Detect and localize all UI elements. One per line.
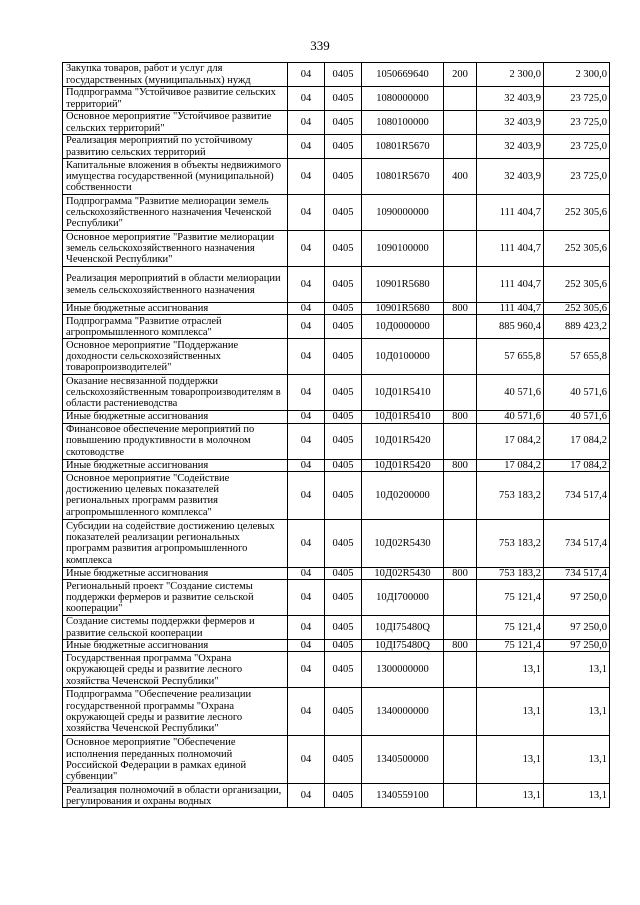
row-name: Иные бюджетные ассигнования [63, 303, 288, 315]
row-amount-2: 23 725,0 [544, 135, 610, 159]
row-name: Основное мероприятие "Устойчивое развитие сельских территорий" [63, 111, 288, 135]
row-expense-type [444, 688, 477, 736]
row-subsection: 0405 [325, 423, 362, 459]
row-section: 04 [288, 459, 325, 471]
table-row [63, 459, 610, 471]
row-section: 04 [288, 411, 325, 423]
row-name: Создание системы поддержки фермеров и развитие сельской кооперации [63, 616, 288, 640]
row-name: Основное мероприятие "Поддержание доходности сельскохозяйственных товаропроизводителей" [63, 339, 288, 375]
table-row [63, 411, 610, 423]
row-amount-2: 40 571,6 [544, 375, 610, 411]
row-amount-1: 111 404,7 [477, 303, 544, 315]
row-subsection: 0405 [325, 135, 362, 159]
row-subsection: 0405 [325, 303, 362, 315]
row-subsection: 0405 [325, 652, 362, 688]
row-subsection: 0405 [325, 231, 362, 267]
row-amount-2: 252 305,6 [544, 195, 610, 231]
row-name: Иные бюджетные ассигнования [63, 567, 288, 579]
row-expense-type: 800 [444, 303, 477, 315]
row-name: Иные бюджетные ассигнования [63, 411, 288, 423]
row-name: Закупка товаров, работ и услуг для государственных (муниципальных) нужд [63, 63, 288, 87]
table-row [63, 87, 610, 111]
row-section: 04 [288, 784, 325, 808]
row-section: 04 [288, 135, 325, 159]
row-section: 04 [288, 736, 325, 784]
row-amount-1: 17 084,2 [477, 423, 544, 459]
table-row [63, 640, 610, 652]
row-expense-type [444, 195, 477, 231]
row-subsection: 0405 [325, 87, 362, 111]
table-row [63, 580, 610, 616]
row-article: 10Д01R5410 [362, 411, 444, 423]
row-amount-1: 17 084,2 [477, 459, 544, 471]
row-article: 1080100000 [362, 111, 444, 135]
row-article: 10Д02R5430 [362, 519, 444, 567]
row-section: 04 [288, 303, 325, 315]
row-subsection: 0405 [325, 63, 362, 87]
table-row [63, 471, 610, 519]
row-amount-1: 13,1 [477, 688, 544, 736]
row-expense-type [444, 580, 477, 616]
table-row [63, 616, 610, 640]
row-amount-1: 75 121,4 [477, 616, 544, 640]
row-section: 04 [288, 375, 325, 411]
row-subsection: 0405 [325, 267, 362, 303]
row-subsection: 0405 [325, 375, 362, 411]
row-amount-1: 40 571,6 [477, 411, 544, 423]
row-article: 10Д01R5410 [362, 375, 444, 411]
row-article: 1080000000 [362, 87, 444, 111]
row-amount-1: 13,1 [477, 784, 544, 808]
row-amount-1: 885 960,4 [477, 315, 544, 339]
row-subsection: 0405 [325, 784, 362, 808]
row-article: 10Д01R5420 [362, 459, 444, 471]
row-section: 04 [288, 195, 325, 231]
row-expense-type [444, 652, 477, 688]
row-name: Капитальные вложения в объекты недвижимого имущества государственной (муниципальной) собственности [63, 159, 288, 195]
row-name: Основное мероприятие "Развитие мелиорации земель сельскохозяйственного назначения Чеченской Республики" [63, 231, 288, 267]
row-expense-type [444, 231, 477, 267]
row-subsection: 0405 [325, 195, 362, 231]
table-row [63, 688, 610, 736]
row-subsection: 0405 [325, 616, 362, 640]
row-expense-type [444, 616, 477, 640]
table-row [63, 652, 610, 688]
row-name: Иные бюджетные ассигнования [63, 459, 288, 471]
row-section: 04 [288, 267, 325, 303]
row-expense-type [444, 375, 477, 411]
row-subsection: 0405 [325, 111, 362, 135]
row-amount-1: 32 403,9 [477, 135, 544, 159]
row-section: 04 [288, 63, 325, 87]
row-subsection: 0405 [325, 339, 362, 375]
row-amount-2: 734 517,4 [544, 519, 610, 567]
row-subsection: 0405 [325, 580, 362, 616]
row-name: Региональный проект "Создание системы поддержки фермеров и развитие сельской кооперации" [63, 580, 288, 616]
row-section: 04 [288, 471, 325, 519]
row-amount-1: 111 404,7 [477, 195, 544, 231]
row-amount-1: 75 121,4 [477, 640, 544, 652]
row-amount-1: 32 403,9 [477, 111, 544, 135]
row-article: 1090000000 [362, 195, 444, 231]
row-amount-2: 252 305,6 [544, 231, 610, 267]
table-row [63, 315, 610, 339]
row-amount-1: 111 404,7 [477, 267, 544, 303]
table-row [63, 159, 610, 195]
row-expense-type [444, 519, 477, 567]
row-amount-2: 2 300,0 [544, 63, 610, 87]
row-amount-1: 57 655,8 [477, 339, 544, 375]
row-expense-type: 800 [444, 640, 477, 652]
table-row [63, 339, 610, 375]
row-amount-1: 13,1 [477, 652, 544, 688]
row-name: Подпрограмма "Устойчивое развитие сельских территорий" [63, 87, 288, 111]
row-section: 04 [288, 640, 325, 652]
row-article: 10801R5670 [362, 135, 444, 159]
table-row [63, 303, 610, 315]
row-section: 04 [288, 580, 325, 616]
row-article: 10Д02R5430 [362, 567, 444, 579]
table-row [63, 195, 610, 231]
budget-table-body [63, 63, 610, 808]
table-row [63, 567, 610, 579]
row-subsection: 0405 [325, 640, 362, 652]
row-name: Реализация полномочий в области организации, регулирования и охраны водных [63, 784, 288, 808]
row-expense-type [444, 423, 477, 459]
row-section: 04 [288, 111, 325, 135]
row-name: Финансовое обеспечение мероприятий по повышению продуктивности в молочном скотоводстве [63, 423, 288, 459]
row-expense-type [444, 784, 477, 808]
row-article: 1050669640 [362, 63, 444, 87]
table-row [63, 63, 610, 87]
row-amount-1: 753 183,2 [477, 519, 544, 567]
table-row [63, 267, 610, 303]
table-row [63, 423, 610, 459]
row-name: Основное мероприятие "Обеспечение исполнения переданных полномочий Российской Федерации в рамках единой субвенции" [63, 736, 288, 784]
row-amount-2: 13,1 [544, 652, 610, 688]
row-expense-type [444, 111, 477, 135]
row-article: 1340000000 [362, 688, 444, 736]
row-amount-2: 97 250,0 [544, 616, 610, 640]
row-article: 10ДI75480Q [362, 640, 444, 652]
row-expense-type [444, 267, 477, 303]
row-article: 10Д01R5420 [362, 423, 444, 459]
row-amount-1: 2 300,0 [477, 63, 544, 87]
budget-table [62, 62, 610, 808]
row-amount-2: 23 725,0 [544, 87, 610, 111]
row-name: Государственная программа "Охрана окружающей среды и развитие лесного хозяйства Чеченской Республики" [63, 652, 288, 688]
row-article: 10ДI75480Q [362, 616, 444, 640]
row-amount-2: 57 655,8 [544, 339, 610, 375]
row-amount-2: 734 517,4 [544, 471, 610, 519]
row-subsection: 0405 [325, 519, 362, 567]
row-article: 1300000000 [362, 652, 444, 688]
row-amount-1: 75 121,4 [477, 580, 544, 616]
table-row [63, 135, 610, 159]
row-name: Реализация мероприятий по устойчивому развитию сельских территорий [63, 135, 288, 159]
row-section: 04 [288, 87, 325, 111]
row-subsection: 0405 [325, 159, 362, 195]
row-expense-type: 800 [444, 411, 477, 423]
row-article: 10ДI700000 [362, 580, 444, 616]
row-article: 10801R5670 [362, 159, 444, 195]
row-amount-1: 32 403,9 [477, 87, 544, 111]
row-expense-type [444, 135, 477, 159]
row-amount-2: 17 084,2 [544, 423, 610, 459]
row-amount-1: 753 183,2 [477, 471, 544, 519]
row-amount-2: 97 250,0 [544, 640, 610, 652]
row-expense-type: 800 [444, 459, 477, 471]
row-name: Основное мероприятие "Содействие достижению целевых показателей региональных программ развития агропромышленного комплекса" [63, 471, 288, 519]
row-section: 04 [288, 519, 325, 567]
row-amount-1: 13,1 [477, 736, 544, 784]
row-section: 04 [288, 231, 325, 267]
row-name: Подпрограмма "Обеспечение реализации государственной программы "Охрана окружающей среды и развитие лесного хозяйства Чеченской Республики" [63, 688, 288, 736]
row-subsection: 0405 [325, 736, 362, 784]
row-amount-2: 13,1 [544, 688, 610, 736]
row-section: 04 [288, 339, 325, 375]
row-amount-2: 13,1 [544, 784, 610, 808]
row-article: 10901R5680 [362, 267, 444, 303]
row-subsection: 0405 [325, 411, 362, 423]
table-row [63, 736, 610, 784]
row-amount-2: 17 084,2 [544, 459, 610, 471]
table-row [63, 111, 610, 135]
row-section: 04 [288, 159, 325, 195]
row-expense-type [444, 339, 477, 375]
row-amount-2: 40 571,6 [544, 411, 610, 423]
row-name: Реализация мероприятий в области мелиорации земель сельскохозяйственного назначения [63, 267, 288, 303]
row-section: 04 [288, 423, 325, 459]
row-amount-2: 23 725,0 [544, 159, 610, 195]
row-article: 10Д0100000 [362, 339, 444, 375]
row-name: Подпрограмма "Развитие мелиорации земель сельскохозяйственного назначения Чеченской Республики" [63, 195, 288, 231]
row-article: 1340559100 [362, 784, 444, 808]
row-amount-1: 111 404,7 [477, 231, 544, 267]
row-article: 10901R5680 [362, 303, 444, 315]
row-name: Иные бюджетные ассигнования [63, 640, 288, 652]
row-expense-type [444, 736, 477, 784]
row-expense-type: 400 [444, 159, 477, 195]
table-row [63, 784, 610, 808]
row-expense-type [444, 87, 477, 111]
table-row [63, 519, 610, 567]
row-section: 04 [288, 616, 325, 640]
row-section: 04 [288, 567, 325, 579]
row-amount-2: 889 423,2 [544, 315, 610, 339]
row-amount-2: 252 305,6 [544, 267, 610, 303]
row-amount-1: 753 183,2 [477, 567, 544, 579]
row-amount-2: 734 517,4 [544, 567, 610, 579]
row-section: 04 [288, 652, 325, 688]
row-expense-type: 200 [444, 63, 477, 87]
row-subsection: 0405 [325, 315, 362, 339]
row-section: 04 [288, 315, 325, 339]
row-subsection: 0405 [325, 459, 362, 471]
table-row [63, 231, 610, 267]
row-article: 10Д0000000 [362, 315, 444, 339]
row-amount-2: 252 305,6 [544, 303, 610, 315]
row-amount-2: 23 725,0 [544, 111, 610, 135]
row-subsection: 0405 [325, 471, 362, 519]
row-name: Субсидии на содействие достижению целевых показателей реализации региональных программ развития агропромышленного комплекса [63, 519, 288, 567]
row-amount-1: 40 571,6 [477, 375, 544, 411]
row-name: Подпрограмма "Развитие отраслей агропромышленного комплекса" [63, 315, 288, 339]
row-amount-2: 97 250,0 [544, 580, 610, 616]
row-expense-type [444, 471, 477, 519]
row-expense-type [444, 315, 477, 339]
page-number: 339 [310, 38, 330, 53]
row-amount-1: 32 403,9 [477, 159, 544, 195]
row-subsection: 0405 [325, 567, 362, 579]
table-row [63, 375, 610, 411]
row-amount-2: 13,1 [544, 736, 610, 784]
row-article: 10Д0200000 [362, 471, 444, 519]
row-section: 04 [288, 688, 325, 736]
row-article: 1340500000 [362, 736, 444, 784]
row-article: 1090100000 [362, 231, 444, 267]
row-expense-type: 800 [444, 567, 477, 579]
row-subsection: 0405 [325, 688, 362, 736]
row-name: Оказание несвязанной поддержки сельскохозяйственным товаропроизводителям в области растениеводства [63, 375, 288, 411]
